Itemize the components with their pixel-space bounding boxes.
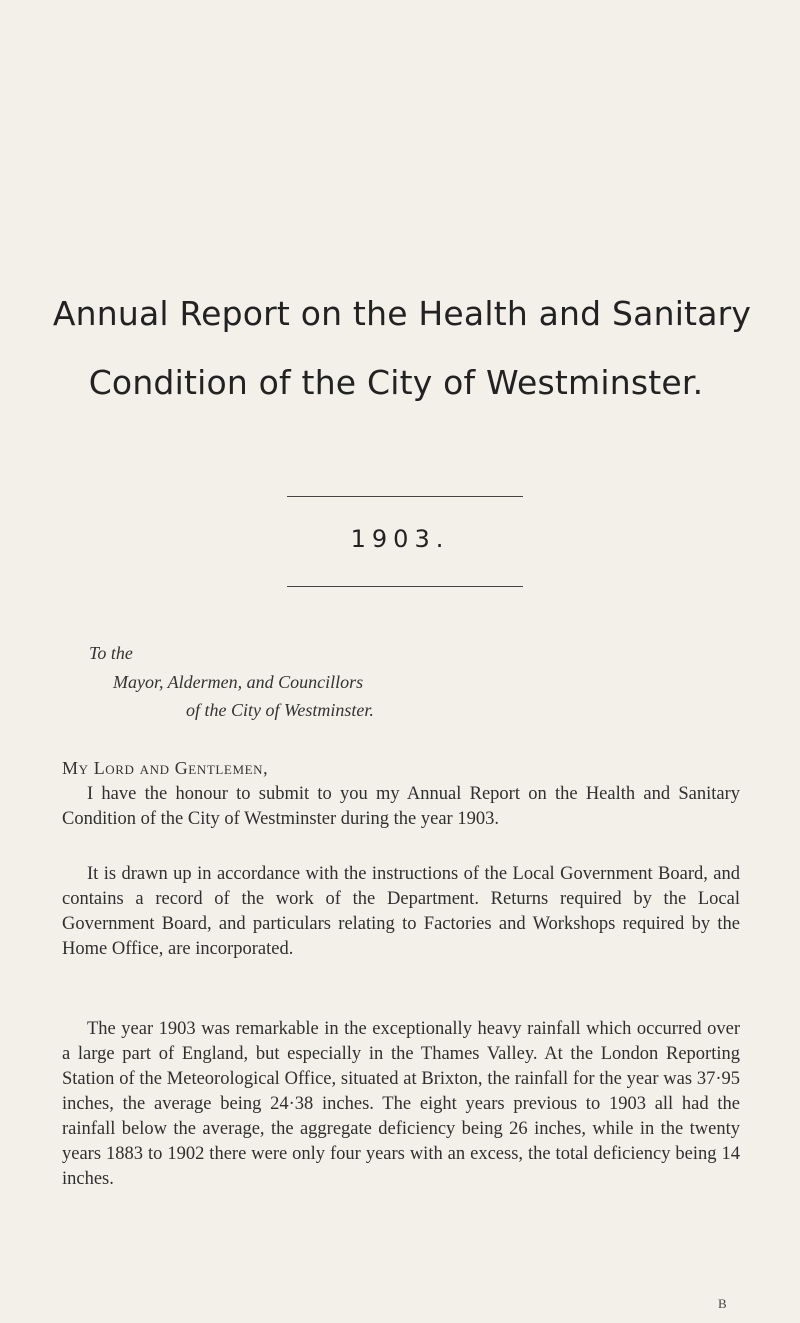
address-line-1: To the bbox=[89, 643, 133, 663]
salutation: My Lord and Gentlemen, bbox=[62, 758, 269, 778]
paragraph-2: It is drawn up in accordance with the instructions of the Local Government Board, and contains a record of the work of the Department. Returns required by the Local Government Board, and particulars relating to Factories and Workshops required by the Home Office, are incorporated. bbox=[62, 864, 740, 959]
report-title-line-2: Condition of the City of Westminster. bbox=[88, 363, 704, 402]
divider-top bbox=[287, 496, 523, 497]
report-title-line-1: Annual Report on the Health and Sanitary bbox=[52, 294, 752, 333]
signature-mark: B bbox=[718, 1296, 727, 1311]
divider-bottom bbox=[287, 586, 523, 587]
address-line-3: of the City of Westminster. bbox=[186, 700, 374, 720]
address-line-2: Mayor, Aldermen, and Councillors bbox=[113, 672, 364, 692]
paragraph-1: I have the honour to submit to you my Annual Report on the Health and Sanitary Condition of the City of Westminster during the year 1903. bbox=[62, 784, 740, 829]
report-year: 1903. bbox=[350, 525, 450, 553]
paragraph-3: The year 1903 was remarkable in the exceptionally heavy rainfall which occurred over a large part of England, but especially in the Thames Valley. At the London Reporting Station of the Meteorological Office, situated at Brixton, the rainfall for the year was 37·95 inches, the average being 24·38 inches. The eight years previous to 1903 all had the rainfall below the average, the aggregate deficiency being 26 inches, while in the twenty years 1883 to 1902 there were only four years with an excess, the total deficiency being 14 inches. bbox=[62, 1019, 740, 1189]
